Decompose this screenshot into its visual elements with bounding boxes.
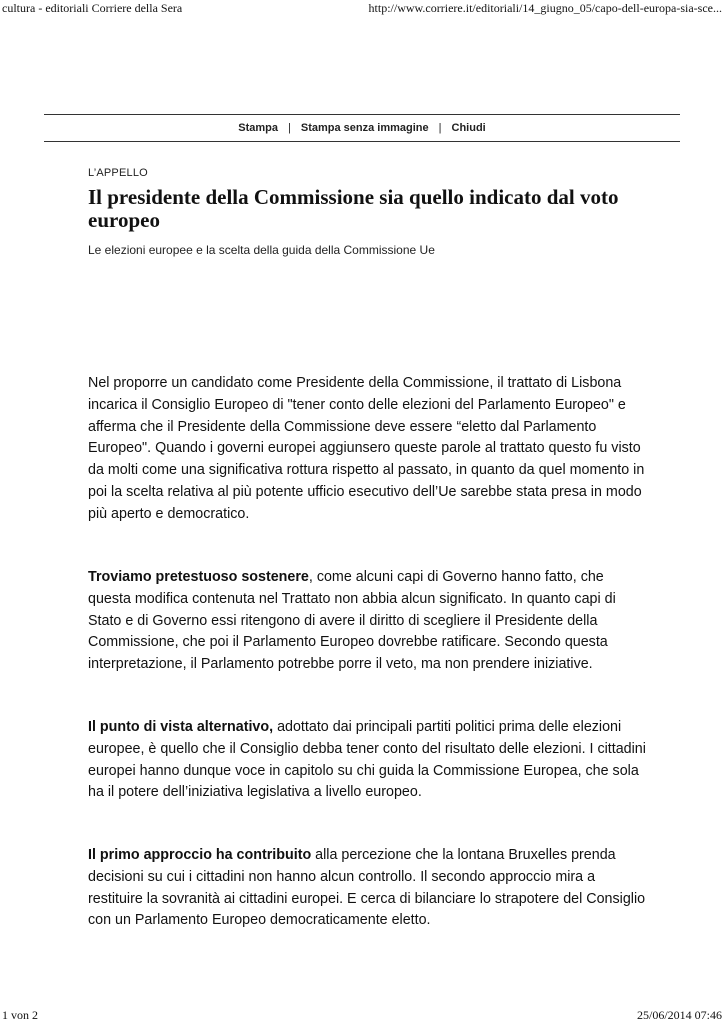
paragraph-text: adottato dai principali partiti politici prima delle elezioni europee, è quello che il Consiglio debba tener conto del risultato delle elezioni. I cittadini europei hanno dunque voce in capitolo su chi guida la Commissione Europea, che sola ha il potere dell’iniziativa legislativa a livello europeo. bbox=[88, 719, 646, 801]
article-subtitle: Le elezioni europee e la scelta della guida della Commissione Ue bbox=[88, 243, 435, 257]
paragraph-lead: Troviamo pretestuoso sostenere bbox=[88, 569, 309, 585]
paragraph-lead: Il punto di vista alternativo, bbox=[88, 719, 274, 735]
toolbar-separator: | bbox=[288, 122, 291, 134]
close-button[interactable]: Chiudi bbox=[451, 122, 486, 134]
print-footer-page: 1 von 2 bbox=[2, 1008, 38, 1022]
print-header-url: http://www.corriere.it/editoriali/14_giugno_05/capo-dell-europa-sia-sce... bbox=[368, 1, 722, 15]
paragraph-lead: Il primo approccio ha contribuito bbox=[88, 847, 312, 863]
article-paragraph bbox=[88, 567, 648, 676]
paragraph-text: alla percezione che la lontana Bruxelles prenda decisioni su cui i cittadini non hanno alcun controllo. Il secondo approccio mira a restituire la sovranità ai cittadini europei. E cerca di bilanciare lo strapotere del Consiglio con un Parlamento Europeo democraticamente eletto. bbox=[88, 847, 646, 929]
print-button[interactable]: Stampa bbox=[238, 122, 279, 134]
article-kicker: L’APPELLO bbox=[88, 167, 148, 179]
article-paragraph bbox=[88, 845, 648, 932]
print-header-title: cultura - editoriali Corriere della Sera bbox=[2, 1, 183, 15]
paragraph-text: , come alcuni capi di Governo hanno fatto, che questa modifica contenuta nel Trattato non abbia alcun significato. In quanto capi di Stato e di Governo essi ritengono di avere il diritto di scegliere il Presidente della Commissione, che poi il Parlamento Europeo dovrebbe ratificare. Secondo questa interpretazione, il Parlamento potrebbe porre il veto, ma non prendere iniziative. bbox=[88, 569, 616, 673]
paragraph-text: Nel proporre un candidato come Presidente della Commissione, il trattato di Lisbona incarica il Consiglio Europeo di "tener conto delle elezioni del Parlamento Europeo" e afferma che il Presidente della Commissione deve essere “eletto dal Parlamento Europeo". Quando i governi europei aggiunsero queste parole al trattato questo fu visto da molti come una significativa rottura rispetto al passato, in quanto da quel momento in poi la scelta relativa al più potente ufficio esecutivo dell’Ue sarebbe stata presa in modo più aperto e democratico. bbox=[88, 375, 645, 522]
article-paragraph bbox=[88, 373, 648, 526]
toolbar-separator: | bbox=[438, 122, 442, 134]
print-footer-date: 25/06/2014 07:46 bbox=[636, 1008, 722, 1022]
print-without-image-button[interactable]: Stampa senza immagine bbox=[300, 122, 429, 134]
article-title: Il presidente della Commissione sia quello indicato dal voto europeo bbox=[88, 185, 619, 232]
print-toolbar bbox=[44, 114, 680, 142]
article-paragraph bbox=[88, 717, 648, 804]
